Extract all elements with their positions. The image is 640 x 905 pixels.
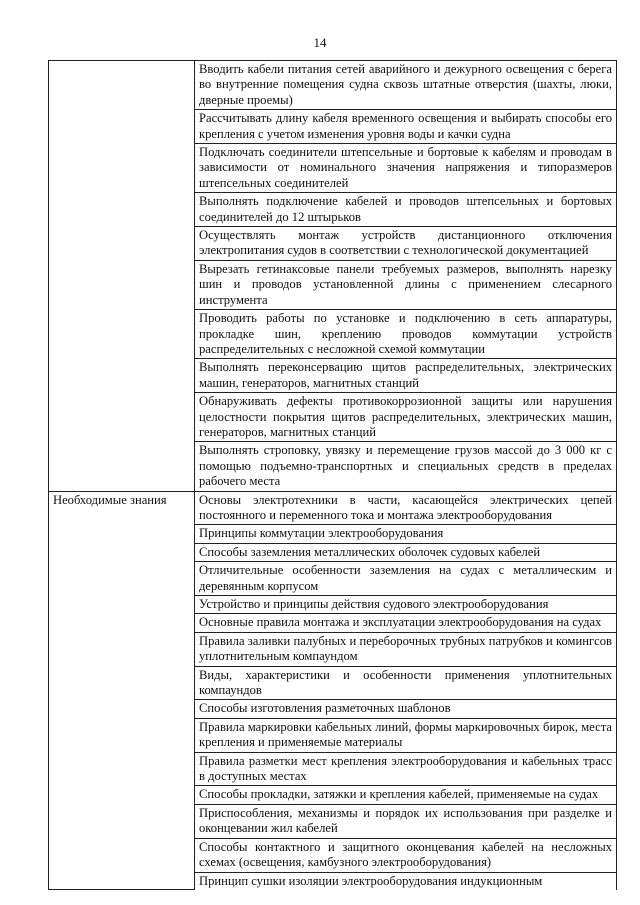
- table-cell: Рассчитывать длину кабеля временного освещения и выбирать способы его крепления с учетом изменения уровня воды и качки судна: [195, 110, 617, 144]
- table-cell: Правила заливки палубных и переборочных трубных патрубков и комингсов уплотнительным компаундом: [195, 632, 617, 666]
- table-row: [49, 491, 617, 525]
- table-cell: Отличительные особенности заземления на судах с металлическим и деревянным корпусом: [195, 562, 617, 596]
- table-cell: Виды, характеристики и особенности применения уплотнительных компаундов: [195, 666, 617, 700]
- table-cell: Выполнять переконсервацию щитов распределительных, электрических машин, генераторов, магнитных станций: [195, 359, 617, 393]
- table-cell: Осуществлять монтаж устройств дистанционного отключения электропитания судов в соответствии с технологической документацией: [195, 227, 617, 261]
- table-cell: Принцип сушки изоляции электрооборудования индукционным: [195, 872, 617, 890]
- table-cell: Выполнять строповку, увязку и перемещение грузов массой до 3 000 кг с помощью подъемно-транспортных и специальных средств в пределах рабочего места: [195, 442, 617, 491]
- table-cell: Подключать соединители штепсельные и бортовые к кабелям и проводам в зависимости от номинального значения напряжения и типоразмеров штепсельных соединителей: [195, 144, 617, 193]
- table-cell: Приспособления, механизмы и порядок их использования при разделке и оконцевании жил кабелей: [195, 804, 617, 838]
- row-group-label: Необходимые знания: [49, 491, 195, 890]
- table-row: [49, 61, 617, 110]
- table-cell: Способы изготовления разметочных шаблонов: [195, 700, 617, 718]
- competency-table: [48, 60, 617, 890]
- page-number: 14: [313, 35, 327, 50]
- table-cell: Устройство и принципы действия судового электрооборудования: [195, 596, 617, 614]
- table-cell: Правила маркировки кабельных линий, формы маркировочных бирок, места крепления и применяемые материалы: [195, 718, 617, 752]
- table-cell: Правила разметки мест крепления электрооборудования и кабельных трасс в доступных местах: [195, 752, 617, 786]
- row-group-label: [49, 61, 195, 492]
- table-cell: Проводить работы по установке и подключению в сеть аппаратуры, прокладке шин, креплению проводов коммутации устройств распределительных с несложной схемой коммутации: [195, 310, 617, 359]
- table-cell: Основы электротехники в части, касающейся электрических цепей постоянного и переменного тока и монтажа электрооборудования: [195, 491, 617, 525]
- table-cell: Принципы коммутации электрооборудования: [195, 525, 617, 543]
- table-body: [49, 61, 617, 890]
- table-cell: Способы заземления металлических оболочек судовых кабелей: [195, 543, 617, 561]
- table-cell: Выполнять подключение кабелей и проводов штепсельных и бортовых соединителей до 12 штырьков: [195, 193, 617, 227]
- table-cell: Способы контактного и защитного оконцевания кабелей на несложных схемах (освещения, камбузного электрооборудования): [195, 838, 617, 872]
- table-cell: Вводить кабели питания сетей аварийного и дежурного освещения с берега во внутренние помещения судна сквозь штатные отверстия (шахты, люки, дверные проемы): [195, 61, 617, 110]
- table-cell: Способы прокладки, затяжки и крепления кабелей, применяемые на судах: [195, 786, 617, 804]
- table-cell: Обнаруживать дефекты противокоррозионной защиты или нарушения целостности покрытия щитов распределительных, электрических машин, генераторов, магнитных станций: [195, 393, 617, 442]
- table-cell: Основные правила монтажа и эксплуатации электрооборудования на судах: [195, 614, 617, 632]
- table-cell: Вырезать гетинаксовые панели требуемых размеров, выполнять нарезку шин и проводов установленной длины с применением слесарного инструмента: [195, 260, 617, 309]
